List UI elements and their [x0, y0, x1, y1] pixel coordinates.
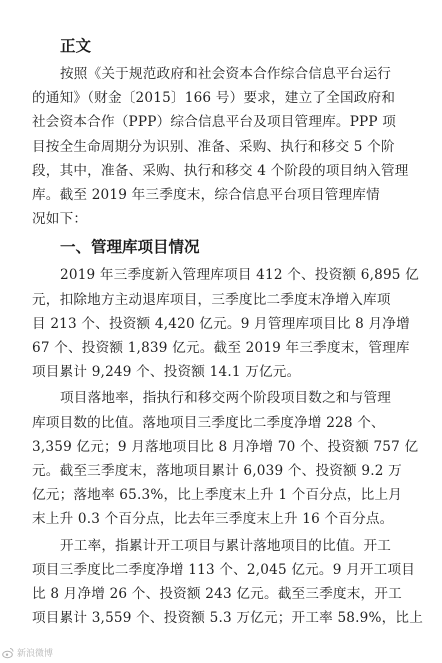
intro-paragraph: [32, 62, 416, 231]
text-line: 末上升 0.3 个百分点，比去年三季度末上升 16 个百分点。: [32, 511, 394, 528]
watermark-text: 新浪微博: [17, 649, 54, 659]
text-line: 项目累计 9,249 个、投资额 14.1 万亿元。: [32, 364, 301, 381]
weibo-icon: [2, 647, 14, 659]
project-count-paragraph: [32, 263, 419, 384]
text-line: 元。截至三季度末，落地项目累计 6,039 个、投资额 9.2 万: [32, 463, 402, 480]
landing-rate-paragraph: [32, 386, 419, 531]
text-line: 元，扣除地方主动退库项目，三季度比二季度末净增入库项: [32, 291, 391, 308]
text-line: 2019 年三季度新入管理库项目 412 个、投资额 6,895 亿: [60, 267, 419, 284]
text-line: 67 个、投资额 1,839 亿元。截至 2019 年三季度末，管理库: [32, 340, 410, 357]
text-line: 亿元；落地率 65.3%，比上季度末上升 1 个百分点，比上月: [32, 487, 403, 504]
text-line: 项目三季度比二季度净增 113 个、2,045 亿元。9 月开工项目: [32, 561, 416, 578]
text-line: 3,359 亿元；9 月落地项目比 8 月净增 70 个、投资额 757 亿: [32, 438, 419, 455]
text-line: 库。截至 2019 年三季度末，综合信息平台项目管理库情: [32, 187, 380, 204]
start-rate-paragraph: [32, 534, 424, 631]
text-line: 目按全生命周期分为识别、准备、采购、执行和移交 5 个阶: [32, 138, 395, 155]
text-line: 的通知》（财金〔2015〕166 号）要求，建立了全国政府和: [32, 90, 396, 107]
text-line: 项目落地率，指执行和移交两个阶段项目数之和与管理: [60, 390, 392, 407]
text-line: 开工率，指累计开工项目与累计落地项目的比值。开工: [60, 537, 392, 554]
text-line: 库项目数的比值。落地项目三季度比二季度净增 228 个、: [32, 414, 385, 431]
text-line: 比 8 月净增 26 个、投资额 243 亿元。截至三季度末，开工: [32, 586, 402, 603]
text-line: 段，其中，准备、采购、执行和移交 4 个阶段的项目纳入管理: [32, 162, 409, 179]
text-line: 社会资本合作（PPP）综合信息平台及项目管理库。PPP 项: [32, 114, 397, 131]
watermark: [2, 646, 53, 659]
document-heading: 正文: [60, 37, 92, 55]
section-title: 一、管理库项目情况: [60, 238, 200, 257]
text-line: 项目累计 3,559 个、投资额 5.3 万亿元；开工率 58.9%，比上: [32, 610, 424, 627]
text-line: 目 213 个、投资额 4,420 亿元。9 月管理库项目比 8 月净增: [32, 315, 410, 332]
text-line: 况如下：: [32, 211, 88, 228]
text-line: 按照《关于规范政府和社会资本合作综合信息平台运行: [60, 66, 392, 82]
